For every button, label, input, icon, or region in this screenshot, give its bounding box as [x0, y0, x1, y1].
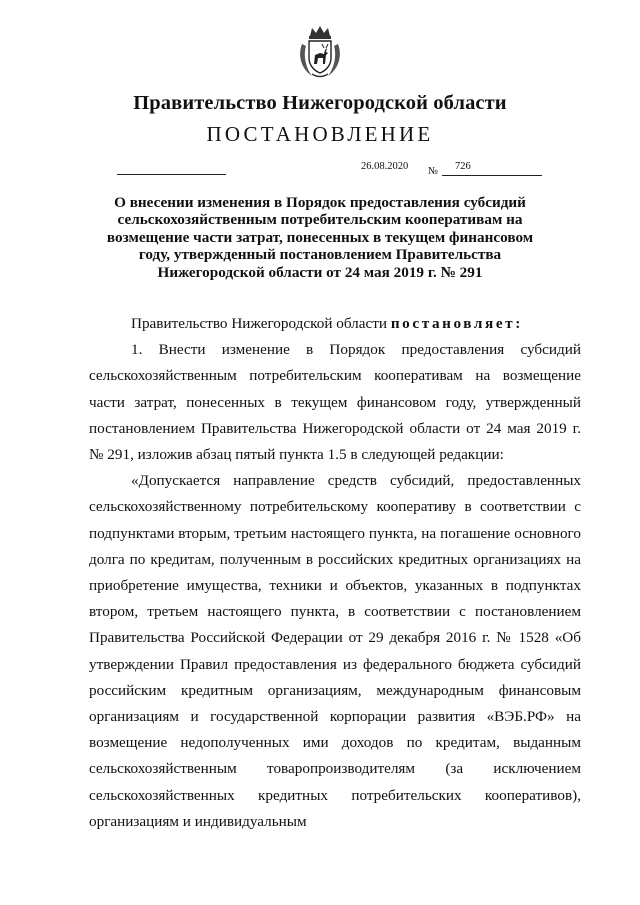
subject-line: Нижегородской области от 24 мая 2019 г. № 291	[157, 263, 483, 281]
subject-line: О внесении изменения в Порядок предоставления субсидий	[114, 194, 526, 211]
government-title: Правительство Нижегородской области	[133, 92, 507, 114]
subject-line: сельскохозяйственным потребительским кооперативам на	[117, 211, 523, 229]
number-underline	[442, 175, 542, 176]
paragraph-1: 1. Внести изменение в Порядок предоставления субсидий сельскохозяйственным потребительским кооперативам на возмещение части затрат, понесенных в текущем финансовом году, утвержденный постановлением Правительства Нижегородской области от 24 мая 2019 г. № 291, изложив абзац пятый пункта 1.5 в следующей редакции:	[89, 341, 581, 464]
intro-paragraph	[89, 311, 581, 337]
paragraph-2: «Допускается направление средств субсидий, предоставленных сельскохозяйственному потребительскому кооперативу в соответствии с подпунктами вторым, третьим настоящего пункта, на погашение основного долга по кредитам, полученным в российских кредитных организациях на приобретение имущества, техники и объектов, указанных в подпунктах втором, третьем настоящего пункта, в соответствии с постановлением Правительства Российской Федерации от 29 декабря 2016 г. № 1528 «Об утверждении Правил предоставления из федерального бюджета субсидий российским кредитным организациям, международным финансовым организациям и государственной корпорации развития «ВЭБ.РФ» на возмещение недополученных ими доходов по кредитам, выданным сельскохозяйственным товаропроизводителям (за исключением сельскохозяйственных кредитных потребительских кооперативов), организациям и индивидуальным	[89, 472, 581, 830]
intro-prefix: Правительство Нижегородской области	[131, 315, 391, 332]
subject-line: возмещение части затрат, понесенных в текущем финансовом	[106, 228, 534, 246]
document-subject	[100, 194, 540, 281]
coat-of-arms-icon	[298, 24, 342, 80]
document-type: ПОСТАНОВЛЕНИЕ	[206, 122, 434, 146]
registration-blank-line	[117, 174, 226, 175]
subject-line: году, утвержденный постановлением Правительства	[138, 246, 502, 264]
decree-verb: постановляет:	[390, 315, 523, 332]
document-date: 26.08.2020	[361, 161, 409, 172]
document-number: 726	[455, 161, 471, 172]
number-sign: №	[428, 166, 439, 177]
document-body	[89, 311, 581, 835]
